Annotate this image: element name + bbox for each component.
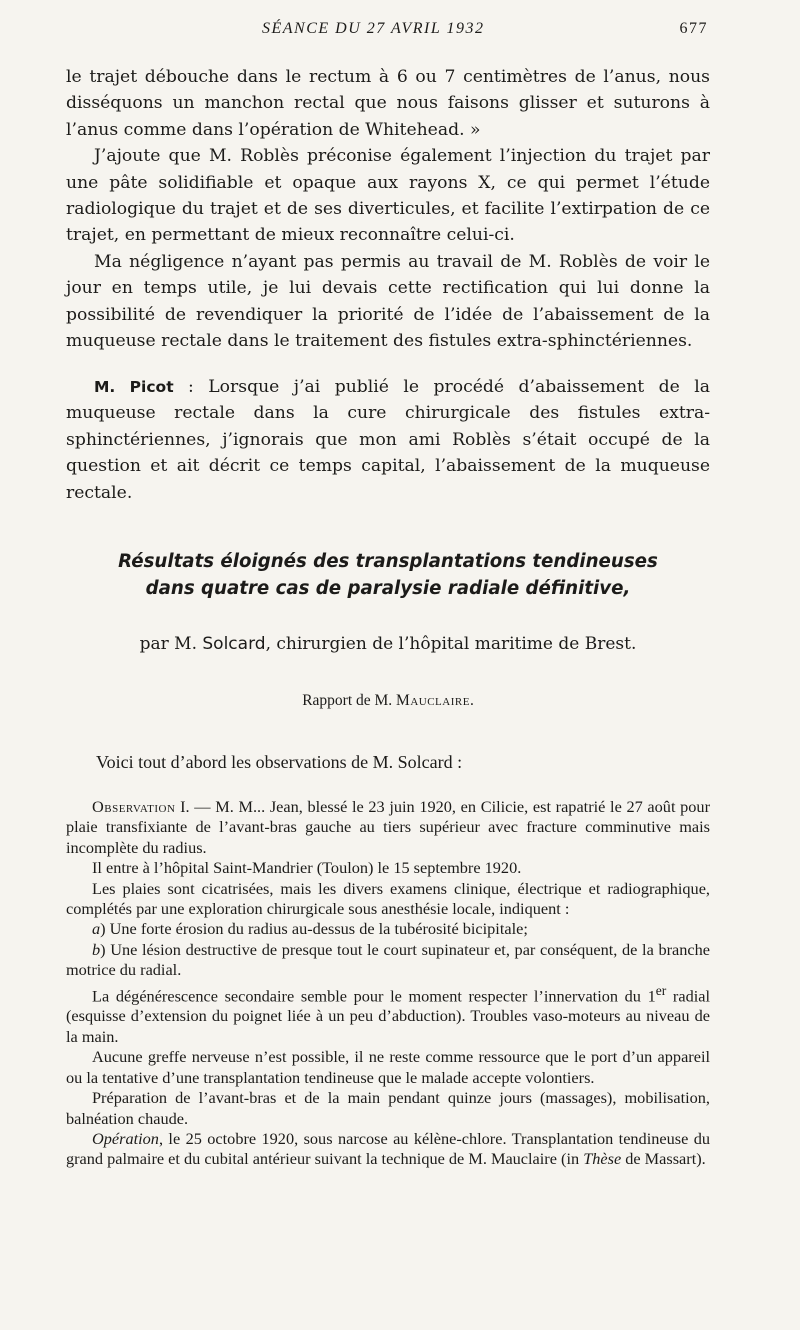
text-run: La dégénérescence secondaire semble pour le moment respecter l’innervation du 1 — [92, 986, 656, 1006]
picot-remark — [66, 374, 710, 506]
paragraph: J’ajoute que M. Roblès préconise également l’injection du trajet par une pâte solidifiable et opaque aux rayons X, ce qui permet l’étude radiologique du trajet et de ses diverticules, et facilite l’extirpation de ce trajet, en permettant de mieux reconnaître celui-ci. — [66, 146, 710, 246]
paragraph — [66, 981, 710, 1048]
author-affiliation: , chirurgien de l’hôpital maritime de Brest. — [265, 634, 637, 654]
paragraph: Il entre à l’hôpital Saint-Mandrier (Toulon) le 15 septembre 1920. — [92, 858, 522, 878]
paragraph: Préparation de l’avant-bras et de la main pendant quinze jours (massages), mobilisation, balnéation chaude. — [66, 1088, 710, 1128]
rapport-prefix: Rapport de M. — [302, 692, 397, 709]
observation-text: I. — M. M... Jean, blessé le 23 juin 1920, en Cilicie, est rapatrié le 27 août pour plaie transfixiante de l’avant-bras gauche au tiers supérieur avec fracture comminutive mais incomplète du radius. — [66, 797, 710, 857]
text-run: de Massart). — [621, 1149, 706, 1169]
author-line — [66, 632, 710, 656]
list-item — [66, 919, 710, 939]
observation-heading — [66, 797, 710, 858]
continued-text — [66, 64, 710, 354]
item-letter: a — [92, 919, 101, 939]
author-name: Solcard — [202, 634, 266, 654]
speaker-name: M. Picot — [94, 378, 174, 396]
observation-block — [66, 797, 710, 1170]
item-text: ) Une forte érosion du radius au-dessus de la tubérosité bicipitale; — [100, 919, 528, 939]
observation-label: Observation — [92, 797, 176, 816]
italic-term: Opération — [92, 1128, 159, 1148]
text-run: radial (esquisse d’extension du poignet liée à un peu d’abduction). Troubles vaso-moteurs au niveau de la main. — [66, 986, 710, 1046]
title-line: Résultats éloignés des transplantations tendineuses — [118, 551, 658, 572]
author-prefix: par M. — [139, 634, 203, 654]
intro-sentence: Voici tout d’abord les observations de M. Solcard : — [96, 752, 463, 772]
paragraph — [66, 374, 710, 506]
item-letter: b — [92, 939, 101, 959]
paragraph — [66, 1129, 710, 1170]
superscript: er — [655, 982, 667, 998]
paragraph: le trajet débouche dans le rectum à 6 ou 7 centimètres de l’anus, nous disséquons un manchon rectal que nous faisons glisser et suturons à l’anus comme dans l’opération de Whitehead. » — [66, 67, 710, 140]
article-title — [66, 548, 710, 602]
title-line: dans quatre cas de paralysie radiale définitive, — [145, 578, 631, 599]
rapport-suffix: . — [469, 692, 474, 709]
paragraph: Les plaies sont cicatrisées, mais les divers examens clinique, électrique et radiographique, complétés par une exploration chirurgicale sous anesthésie locale, indiquent : — [66, 878, 710, 919]
remark-text: : Lorsque j’ai publié le procédé d’abaissement de la muqueuse rectale dans la cure chirurgicale des fistules extra-sphinctériennes, j’ignorais que mon ami Roblès s’était occupé de la question et ait décrit ce temps capital, l’abaissement de la muqueuse rectale. — [66, 377, 710, 503]
page-number: 677 — [679, 20, 708, 37]
list-item — [66, 940, 710, 981]
running-header — [0, 20, 800, 44]
text-run: , le 25 octobre 1920, sous narcose au kélène-chlore. Transplantation tendineuse du grand palmaire et du cubital antérieur suivant la technique de M. Mauclaire (in — [66, 1128, 710, 1169]
paragraph: Ma négligence n’ayant pas permis au travail de M. Roblès de voir le jour en temps utile, je lui devais cette rectification qui lui donne la possibilité de revendiquer la priorité de l’idée de l’abaissement de la muqueuse rectale dans le traitement des fistules extra-sphinctériennes. — [66, 251, 710, 352]
rapport-line — [66, 692, 710, 710]
item-text: ) Une lésion destructive de presque tout le court supinateur et, par conséquent, de la branche motrice du radial. — [66, 939, 710, 980]
paragraph: Aucune greffe nerveuse n’est possible, il ne reste comme ressource que le port d’un appareil ou la tentative d’une transplantation tendineuse que le malade accepte volontiers. — [66, 1047, 710, 1087]
rapporteur-name: Mauclaire — [396, 692, 470, 709]
italic-term: Thèse — [583, 1149, 622, 1169]
running-title: SÉANCE DU 27 AVRIL 1932 — [262, 20, 485, 37]
